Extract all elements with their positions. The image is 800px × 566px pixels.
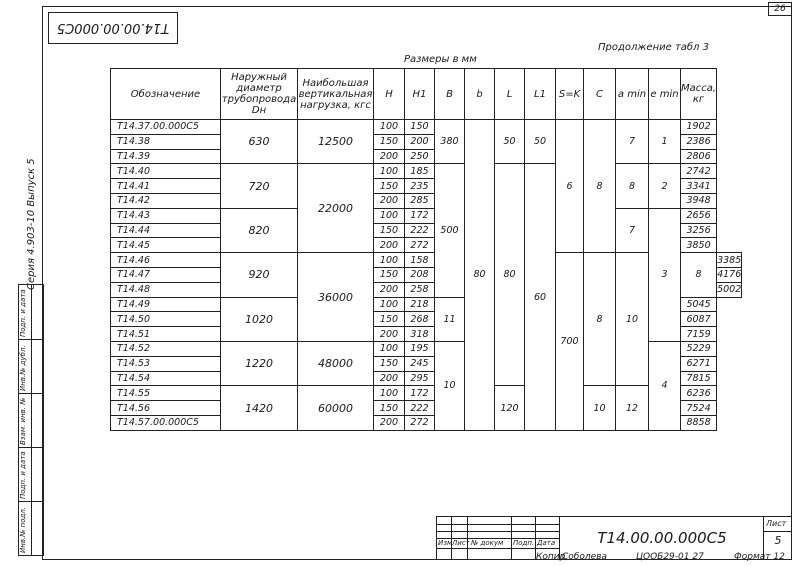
cell-mass: 1902 xyxy=(681,120,717,135)
cell-mass: 5229 xyxy=(681,341,717,356)
col-a: a min xyxy=(616,69,649,120)
cell-h1: 200 xyxy=(405,134,435,149)
cell-h: 150 xyxy=(374,401,405,416)
cell-designation: Т14.52 xyxy=(111,341,221,356)
cell-h: 200 xyxy=(374,371,405,386)
cell-mass: 3256 xyxy=(681,223,717,238)
cell-a: 8 xyxy=(616,164,649,208)
cell-mass: 2742 xyxy=(681,164,717,179)
cell-h1: 185 xyxy=(405,164,435,179)
side-series-label: Серия 4.903-10 Выпуск 5 xyxy=(26,158,37,290)
col-outer-diameter: Наружный диаметр трубопровода Dн xyxy=(221,69,298,120)
col-max-load: Наибольшая вертикальная нагрузка, кгс xyxy=(298,69,374,120)
cell-a: 10 xyxy=(435,341,465,430)
cell-designation: Т14.50 xyxy=(111,312,221,327)
cell-B: 500 xyxy=(435,164,465,297)
cell-mass: 2386 xyxy=(681,134,717,149)
cell-designation: Т14.42 xyxy=(111,193,221,208)
cell-mass: 6236 xyxy=(681,386,717,401)
cell-h: 150 xyxy=(374,223,405,238)
cell-h: 200 xyxy=(374,415,405,430)
cell-B: 380 xyxy=(435,120,465,164)
cell-h: 200 xyxy=(374,238,405,253)
cell-designation: Т14.37.00.000С5 xyxy=(111,120,221,135)
cell-b: 80 xyxy=(465,120,495,431)
cell-h1: 318 xyxy=(405,327,435,342)
col-S: S=K xyxy=(556,69,584,120)
label-doc-number: № докум xyxy=(471,539,504,547)
cell-S: 10 xyxy=(584,386,616,430)
cell-h: 200 xyxy=(374,193,405,208)
cell-h: 150 xyxy=(374,356,405,371)
cell-load: 48000 xyxy=(298,341,374,385)
table-row xyxy=(111,386,742,401)
cell-h: 150 xyxy=(374,179,405,194)
side-col-2: Взам. инв. № xyxy=(19,397,27,445)
label-sheet: Лист xyxy=(452,539,470,547)
label-date: Дата xyxy=(537,539,556,547)
cell-designation: Т14.51 xyxy=(111,327,221,342)
cell-h: 150 xyxy=(374,134,405,149)
cell-a: 7 xyxy=(616,208,649,252)
cell-mass: 3948 xyxy=(681,193,717,208)
table-row xyxy=(111,120,742,135)
col-L1: L1 xyxy=(525,69,556,120)
col-B: B xyxy=(435,69,465,120)
cell-designation: Т14.44 xyxy=(111,223,221,238)
cell-S: 8 xyxy=(584,253,616,386)
footer-copied: Копир xyxy=(536,552,566,562)
cell-B: 700 xyxy=(556,253,584,431)
cell-h1: 195 xyxy=(405,341,435,356)
footer-format: Формат 12 xyxy=(734,552,785,562)
cell-L1: 60 xyxy=(525,164,556,430)
cell-designation: Т14.46 xyxy=(111,253,221,268)
cell-designation: Т14.39 xyxy=(111,149,221,164)
cell-mass: 3341 xyxy=(681,179,717,194)
cell-a: 11 xyxy=(435,297,465,341)
col-h: H xyxy=(374,69,405,120)
col-e: e min xyxy=(649,69,681,120)
cell-dn: 1220 xyxy=(221,341,298,385)
cell-L: 50 xyxy=(495,120,525,164)
cell-a: 7 xyxy=(616,120,649,164)
cell-a: 8 xyxy=(681,253,717,297)
cell-mass: 7159 xyxy=(681,327,717,342)
spec-table xyxy=(110,68,742,431)
footer-author: Соболева xyxy=(562,552,607,562)
sheet-label: Лист xyxy=(766,519,787,528)
cell-mass: 6087 xyxy=(681,312,717,327)
cell-h1: 150 xyxy=(405,120,435,135)
cell-designation: Т14.57.00.000С5 xyxy=(111,415,221,430)
cell-mass: 3385 xyxy=(717,254,742,266)
cell-h1: 258 xyxy=(405,282,435,297)
cell-designation: Т14.55 xyxy=(111,386,221,401)
footer-order: ЦООБ29-01 27 xyxy=(636,552,704,562)
cell-e: 2 xyxy=(649,164,681,208)
continuation-label: Продолжение табл 3 xyxy=(598,42,709,53)
cell-h1: 245 xyxy=(405,356,435,371)
cell-mass: 4176 xyxy=(717,269,742,281)
header-row xyxy=(111,69,742,120)
cell-h: 200 xyxy=(374,149,405,164)
units-label: Размеры в мм xyxy=(404,54,477,65)
cell-h1: 172 xyxy=(405,386,435,401)
cell-h: 100 xyxy=(374,120,405,135)
sheet-number: 5 xyxy=(774,534,782,547)
cell-designation: Т14.49 xyxy=(111,297,221,312)
cell-S: 6 xyxy=(556,120,584,253)
cell-designation: Т14.40 xyxy=(111,164,221,179)
cell-h1: 172 xyxy=(405,208,435,223)
cell-designation: Т14.45 xyxy=(111,238,221,253)
cell-h1: 235 xyxy=(405,179,435,194)
table-row xyxy=(111,164,742,179)
cell-h: 150 xyxy=(374,267,405,282)
cell-mass: 6271 xyxy=(681,356,717,371)
cell-mass: 2806 xyxy=(681,149,717,164)
cell-load: 60000 xyxy=(298,386,374,430)
col-L: L xyxy=(495,69,525,120)
cell-mass: 5002 xyxy=(717,284,742,296)
cell-h: 100 xyxy=(374,341,405,356)
cell-h: 100 xyxy=(374,297,405,312)
cell-designation: Т14.47 xyxy=(111,267,221,282)
cell-C: 10 xyxy=(616,253,649,386)
cell-h: 100 xyxy=(374,253,405,268)
cell-h1: 272 xyxy=(405,415,435,430)
cell-e: 3 xyxy=(649,208,681,341)
label-signature: Подп. xyxy=(513,539,535,547)
side-col-0: Инв.№ подл. xyxy=(19,506,27,553)
cell-e: 4 xyxy=(649,341,681,430)
cell-h1: 268 xyxy=(405,312,435,327)
cell-mass: 5045 xyxy=(681,297,717,312)
cell-L: 80 xyxy=(495,164,525,386)
cell-h1: 250 xyxy=(405,149,435,164)
cell-h: 100 xyxy=(374,386,405,401)
cell-e: 1 xyxy=(649,120,681,164)
cell-h1: 285 xyxy=(405,193,435,208)
cell-C: 12 xyxy=(616,386,649,430)
top-stamp: Т14.00.00.000С5 xyxy=(48,12,178,44)
cell-mass: 2656 xyxy=(681,208,717,223)
side-col-3: Инв.№ дубл. xyxy=(19,345,27,391)
cell-C: 8 xyxy=(584,120,616,253)
cell-h: 150 xyxy=(374,312,405,327)
corner-page-number: 26 xyxy=(768,2,792,16)
cell-h1: 208 xyxy=(405,267,435,282)
cell-load: 36000 xyxy=(298,253,374,342)
col-h1: H1 xyxy=(405,69,435,120)
cell-dn: 920 xyxy=(221,253,298,297)
cell-h: 200 xyxy=(374,282,405,297)
cell-h: 200 xyxy=(374,327,405,342)
cell-designation: Т14.43 xyxy=(111,208,221,223)
cell-h1: 218 xyxy=(405,297,435,312)
cell-mass: 8858 xyxy=(681,415,717,430)
col-designation: Обозначение xyxy=(111,69,221,120)
cell-load: 12500 xyxy=(298,120,374,164)
table-row xyxy=(111,253,742,268)
table-row xyxy=(111,208,742,223)
col-mass: Масса, кг xyxy=(681,69,717,120)
cell-dn: 630 xyxy=(221,120,298,164)
col-C: C xyxy=(584,69,616,120)
cell-dn: 1420 xyxy=(221,386,298,430)
cell-L1: 50 xyxy=(525,120,556,164)
cell-h: 100 xyxy=(374,208,405,223)
cell-mass: 7524 xyxy=(681,401,717,416)
cell-mass: 7815 xyxy=(681,371,717,386)
side-approval-table xyxy=(18,284,44,556)
cell-dn: 1020 xyxy=(221,297,298,341)
cell-h1: 222 xyxy=(405,223,435,238)
cell-h1: 295 xyxy=(405,371,435,386)
side-col-1: Подп. и дата xyxy=(19,451,27,499)
cell-designation: Т14.48 xyxy=(111,282,221,297)
label-change: Изм xyxy=(438,539,453,547)
cell-dn: 720 xyxy=(221,164,298,208)
cell-h1: 222 xyxy=(405,401,435,416)
cell-designation: Т14.54 xyxy=(111,371,221,386)
side-col-4: Подп. и дата xyxy=(19,289,27,337)
cell-mass: 3850 xyxy=(681,238,717,253)
document-code: Т14.00.00.000С5 xyxy=(559,517,764,559)
cell-designation: Т14.38 xyxy=(111,134,221,149)
cell-designation: Т14.41 xyxy=(111,179,221,194)
cell-dn: 820 xyxy=(221,208,298,252)
cell-h1: 158 xyxy=(405,253,435,268)
cell-h: 100 xyxy=(374,164,405,179)
cell-h1: 272 xyxy=(405,238,435,253)
col-b: b xyxy=(465,69,495,120)
cell-designation: Т14.53 xyxy=(111,356,221,371)
cell-load: 22000 xyxy=(298,164,374,253)
cell-L: 120 xyxy=(495,386,525,430)
cell-designation: Т14.56 xyxy=(111,401,221,416)
